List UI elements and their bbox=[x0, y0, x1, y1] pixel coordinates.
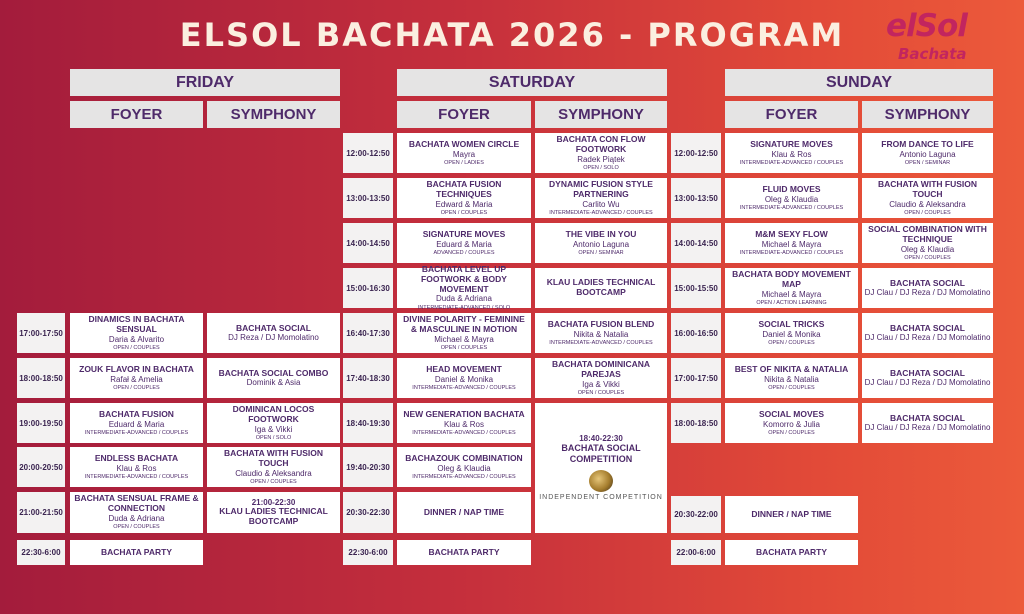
session-instructors: Antonio Laguna bbox=[899, 149, 956, 159]
session-title: SIGNATURE MOVES bbox=[750, 138, 833, 149]
brand-logo bbox=[880, 8, 970, 68]
session-title: DIVINE POLARITY - FEMININE & MASCULINE IN MOTION bbox=[403, 313, 525, 334]
session-cell[interactable] bbox=[862, 133, 993, 173]
session-time: 21:00-22:30 bbox=[251, 498, 296, 508]
session-instructors: Duda & Adriana bbox=[108, 514, 165, 524]
session-level: OPEN / COUPLES bbox=[113, 524, 160, 531]
session-instructors: Klau & Ros bbox=[443, 419, 485, 429]
session-title: BACHATA SOCIAL bbox=[890, 322, 965, 333]
session-title: SOCIAL MOVES bbox=[758, 408, 825, 419]
session-cell[interactable] bbox=[397, 403, 531, 443]
session-title: HEAD MOVEMENT bbox=[426, 363, 502, 374]
session-level: OPEN / COUPLES bbox=[113, 344, 160, 351]
session-cell[interactable] bbox=[535, 223, 667, 263]
session-title: M&M SEXY FLOW bbox=[755, 228, 828, 239]
session-title: BACHATA SOCIAL COMPETITION bbox=[561, 443, 641, 464]
venue-header-symphony: SYMPHONY bbox=[535, 101, 667, 128]
session-cell[interactable] bbox=[207, 403, 340, 443]
session-instructors: Michael & Mayra bbox=[434, 334, 494, 344]
session-level: OPEN / COUPLES bbox=[113, 384, 160, 391]
session-instructors: Iga & Vikki bbox=[582, 379, 620, 389]
session-instructors: Daniel & Monika bbox=[762, 329, 821, 339]
session-level: OPEN / COUPLES bbox=[768, 429, 815, 436]
session-instructors: Radek Piątek bbox=[577, 154, 625, 164]
session-cell[interactable] bbox=[397, 358, 531, 398]
session-cell[interactable] bbox=[535, 133, 667, 173]
session-instructors: Oleg & Klaudia bbox=[764, 194, 819, 204]
time-slot: 17:00-17:50 bbox=[671, 358, 721, 398]
session-level: OPEN / COUPLES bbox=[440, 344, 488, 351]
session-level: INTERMEDIATE-ADVANCED / COUPLES bbox=[549, 209, 653, 216]
session-level: OPEN / SOLO bbox=[255, 434, 292, 441]
session-title: KLAU LADIES TECHNICAL BOOTCAMP bbox=[219, 506, 328, 527]
session-cell[interactable] bbox=[725, 178, 858, 218]
session-instructors: Oleg & Klaudia bbox=[900, 244, 955, 254]
session-level: INTERMEDIATE-ADVANCED / COUPLES bbox=[84, 473, 189, 480]
time-slot: 22:00-6:00 bbox=[671, 540, 721, 565]
session-instructors: Claudio & Aleksandra bbox=[235, 468, 312, 478]
session-instructors: Eduard & Maria bbox=[436, 239, 492, 249]
session-title: DINAMICS IN BACHATA SENSUAL bbox=[88, 313, 185, 334]
session-cell[interactable] bbox=[725, 496, 858, 533]
session-level: OPEN / SEMINAR bbox=[904, 159, 951, 166]
session-instructors: Komorro & Julia bbox=[763, 419, 820, 429]
session-instructors: DJ Clau / DJ Reza / DJ Momolatino bbox=[864, 333, 991, 343]
session-title: BACHATA LEVEL UP FOOTWORK & BODY MOVEMENT bbox=[421, 264, 507, 294]
session-cell[interactable] bbox=[207, 313, 340, 353]
logo-subtitle: Bachata bbox=[898, 45, 967, 63]
session-instructors: Claudio & Aleksandra bbox=[889, 199, 966, 209]
session-cell[interactable] bbox=[535, 268, 667, 308]
time-slot: 19:00-19:50 bbox=[17, 403, 65, 443]
time-slot: 18:00-18:50 bbox=[671, 403, 721, 443]
day-header-friday: FRIDAY bbox=[70, 69, 340, 96]
time-slot: 22:30-6:00 bbox=[17, 540, 65, 565]
time-slot: 18:00-18:50 bbox=[17, 358, 65, 398]
session-title: DYNAMIC FUSION STYLE PARTNERING bbox=[549, 178, 653, 199]
session-level: OPEN / LADIES bbox=[444, 159, 484, 166]
session-instructors: DJ Reza / DJ Momolatino bbox=[228, 333, 319, 343]
session-cell[interactable] bbox=[70, 358, 203, 398]
session-cell[interactable] bbox=[725, 223, 858, 263]
session-level: OPEN / COUPLES bbox=[904, 209, 951, 216]
session-title: SOCIAL TRICKS bbox=[758, 318, 825, 329]
session-cell[interactable] bbox=[725, 268, 858, 308]
session-instructors: Michael & Mayra bbox=[761, 239, 822, 249]
session-instructors: Nikita & Natalia bbox=[764, 374, 819, 384]
session-cell[interactable] bbox=[207, 447, 340, 487]
session-instructors: Edward & Maria bbox=[435, 199, 493, 209]
session-title: BACHATA PARTY bbox=[428, 546, 500, 557]
session-instructors: DJ Clau / DJ Reza / DJ Momolatino bbox=[864, 423, 991, 433]
time-slot: 14:00-14:50 bbox=[671, 223, 721, 263]
session-title: ZOUK FLAVOR IN BACHATA bbox=[79, 363, 194, 374]
session-level: INTERMEDIATE-ADVANCED / COUPLES bbox=[412, 384, 516, 391]
session-cell[interactable] bbox=[725, 540, 858, 565]
session-level: INTERMEDIATE-ADVANCED / COUPLES bbox=[739, 159, 844, 166]
session-cell[interactable] bbox=[70, 540, 203, 565]
session-title: BACHATA BODY MOVEMENT MAP bbox=[732, 268, 851, 289]
session-level: OPEN / SOLO bbox=[583, 164, 619, 171]
logo-wordmark: elSol bbox=[886, 8, 967, 44]
time-slot: 19:40-20:30 bbox=[343, 447, 393, 487]
time-slot: 21:00-21:50 bbox=[17, 492, 65, 533]
time-slot: 22:30-6:00 bbox=[343, 540, 393, 565]
session-instructors: Carlito Wu bbox=[582, 199, 620, 209]
session-cell[interactable] bbox=[862, 358, 993, 398]
session-title: NEW GENERATION BACHATA bbox=[403, 408, 525, 419]
time-slot: 12:00-12:50 bbox=[343, 133, 393, 173]
session-cell[interactable] bbox=[207, 358, 340, 398]
session-time: 18:40-22:30 bbox=[579, 434, 623, 444]
session-title: BACHATA SOCIAL bbox=[236, 322, 311, 333]
session-instructors: DJ Clau / DJ Reza / DJ Momolatino bbox=[864, 378, 991, 388]
session-level: INTERMEDIATE-ADVANCED / COUPLES bbox=[412, 429, 516, 436]
session-level: INTERMEDIATE-ADVANCED / SOLO bbox=[417, 304, 511, 311]
session-title: BACHATA WITH FUSION TOUCH bbox=[224, 447, 323, 468]
session-level: INTERMEDIATE-ADVANCED / COUPLES bbox=[549, 339, 653, 346]
session-instructors: Mayra bbox=[452, 149, 476, 159]
session-title: BEST OF NIKITA & NATALIA bbox=[734, 363, 849, 374]
session-cell[interactable] bbox=[397, 223, 531, 263]
session-level: OPEN / COUPLES bbox=[904, 254, 951, 261]
session-title: BACHATA SOCIAL bbox=[890, 412, 965, 423]
session-title: BACHATA PARTY bbox=[756, 546, 827, 557]
session-cell[interactable] bbox=[862, 403, 993, 443]
session-level: INTERMEDIATE-ADVANCED / COUPLES bbox=[412, 473, 516, 480]
session-title: BACHATA CON FLOW FOOTWORK bbox=[556, 133, 646, 154]
venue-header-symphony: SYMPHONY bbox=[862, 101, 993, 128]
session-level: OPEN / ACTION LEARNING bbox=[756, 299, 827, 306]
time-slot: 18:40-19:30 bbox=[343, 403, 393, 443]
time-slot: 13:00-13:50 bbox=[343, 178, 393, 218]
session-cell[interactable] bbox=[397, 540, 531, 565]
session-cell[interactable] bbox=[725, 358, 858, 398]
session-instructors: Oleg & Klaudia bbox=[437, 463, 491, 473]
session-title: BACHATA DOMINICANA PAREJAS bbox=[551, 358, 651, 379]
session-level: OPEN / COUPLES bbox=[768, 384, 815, 391]
session-title: DINNER / NAP TIME bbox=[423, 506, 505, 517]
session-title: BACHATA FUSION TECHNIQUES bbox=[426, 178, 502, 199]
session-cell[interactable] bbox=[397, 178, 531, 218]
session-title: DINNER / NAP TIME bbox=[751, 508, 832, 519]
session-level: OPEN / COUPLES bbox=[577, 389, 625, 396]
time-slot: 15:00-15:50 bbox=[671, 268, 721, 308]
session-instructors: DJ Clau / DJ Reza / DJ Momolatino bbox=[864, 288, 991, 298]
time-slot: 12:00-12:50 bbox=[671, 133, 721, 173]
session-title: BACHATA SOCIAL bbox=[890, 367, 965, 378]
session-title: DOMINICAN LOCOS FOOTWORK bbox=[232, 403, 315, 424]
session-cell[interactable] bbox=[397, 313, 531, 353]
session-cell[interactable] bbox=[725, 313, 858, 353]
competition-cell[interactable] bbox=[535, 403, 667, 533]
session-instructors: Iga & Vikki bbox=[254, 424, 293, 434]
day-header-sunday: SUNDAY bbox=[725, 69, 993, 96]
session-title: BACHATA WOMEN CIRCLE bbox=[408, 138, 520, 149]
competition-badge-icon bbox=[589, 470, 613, 492]
session-title: SOCIAL COMBINATION WITH TECHNIQUE bbox=[868, 223, 987, 244]
session-level: INTERMEDIATE-ADVANCED / COUPLES bbox=[84, 429, 189, 436]
session-title: FLUID MOVES bbox=[762, 183, 821, 194]
session-level: OPEN / COUPLES bbox=[440, 209, 488, 216]
session-title: BACHATA SOCIAL COMBO bbox=[218, 367, 329, 378]
session-cell[interactable] bbox=[70, 403, 203, 443]
session-instructors: Klau & Ros bbox=[116, 463, 157, 473]
session-title: KLAU LADIES TECHNICAL BOOTCAMP bbox=[546, 277, 656, 297]
session-level: OPEN / SEMINAR bbox=[578, 249, 624, 256]
session-level: INTERMEDIATE-ADVANCED / COUPLES bbox=[739, 204, 844, 211]
time-slot: 16:40-17:30 bbox=[343, 313, 393, 353]
session-title: BACHATA PARTY bbox=[101, 546, 172, 557]
session-title: BACHATA SOCIAL bbox=[890, 277, 965, 288]
session-cell[interactable] bbox=[725, 133, 858, 173]
session-instructors: Rafał & Amelia bbox=[110, 374, 163, 384]
session-cell[interactable] bbox=[397, 133, 531, 173]
session-cell[interactable] bbox=[70, 492, 203, 533]
session-cell[interactable] bbox=[535, 313, 667, 353]
time-slot: 20:30-22:30 bbox=[343, 492, 393, 533]
session-cell[interactable] bbox=[725, 403, 858, 443]
session-level: OPEN / COUPLES bbox=[768, 339, 815, 346]
time-slot: 20:30-22:00 bbox=[671, 496, 721, 533]
session-title: BACHATA SENSUAL FRAME & CONNECTION bbox=[74, 493, 199, 514]
time-slot: 20:00-20:50 bbox=[17, 447, 65, 487]
session-cell[interactable] bbox=[862, 223, 993, 263]
session-cell[interactable] bbox=[70, 447, 203, 487]
session-title: BACHATA FUSION BLEND bbox=[547, 318, 655, 329]
session-instructors: Dominik & Asia bbox=[246, 378, 301, 388]
session-level: INTERMEDIATE-ADVANCED / COUPLES bbox=[739, 249, 844, 256]
session-cell[interactable] bbox=[70, 313, 203, 353]
venue-header-foyer: FOYER bbox=[397, 101, 531, 128]
session-cell[interactable] bbox=[535, 178, 667, 218]
venue-header-symphony: SYMPHONY bbox=[207, 101, 340, 128]
session-level: ADVANCED / COUPLES bbox=[433, 249, 495, 256]
session-title: FROM DANCE TO LIFE bbox=[881, 138, 974, 149]
session-instructors: Nikita & Natalia bbox=[573, 329, 629, 339]
session-instructors: Duda & Adriana bbox=[435, 294, 493, 304]
session-title: ENDLESS BACHATA bbox=[94, 452, 179, 463]
time-slot: 17:40-18:30 bbox=[343, 358, 393, 398]
page-title: ELSOL BACHATA 2026 - PROGRAM bbox=[179, 16, 845, 54]
session-cell[interactable] bbox=[862, 268, 993, 308]
session-level: OPEN / COUPLES bbox=[250, 478, 297, 485]
time-slot: 13:00-13:50 bbox=[671, 178, 721, 218]
session-cell[interactable] bbox=[397, 492, 531, 533]
session-instructors: Daria & Alvarito bbox=[108, 334, 165, 344]
session-cell[interactable] bbox=[862, 313, 993, 353]
session-cell[interactable] bbox=[207, 492, 340, 533]
day-header-saturday: SATURDAY bbox=[397, 69, 667, 96]
venue-header-foyer: FOYER bbox=[725, 101, 858, 128]
time-slot: 15:00-16:30 bbox=[343, 268, 393, 308]
time-slot: 16:00-16:50 bbox=[671, 313, 721, 353]
session-title: SIGNATURE MOVES bbox=[422, 228, 506, 239]
session-instructors: Eduard & Maria bbox=[108, 419, 165, 429]
session-title: BACHATA FUSION bbox=[99, 408, 174, 419]
time-slot: 17:00-17:50 bbox=[17, 313, 65, 353]
time-slot: 14:00-14:50 bbox=[343, 223, 393, 263]
session-instructors: Daniel & Monika bbox=[434, 374, 494, 384]
session-cell[interactable] bbox=[397, 264, 531, 311]
session-title: BACHATA WITH FUSION TOUCH bbox=[878, 178, 977, 199]
session-instructors: Michael & Mayra bbox=[761, 289, 822, 299]
competition-label: INDEPENDENT COMPETITION bbox=[539, 494, 663, 502]
session-instructors: Antonio Laguna bbox=[572, 239, 630, 249]
session-cell[interactable] bbox=[397, 447, 531, 487]
session-cell[interactable] bbox=[535, 358, 667, 398]
session-title: BACHAZOUK COMBINATION bbox=[405, 452, 523, 463]
session-cell[interactable] bbox=[862, 178, 993, 218]
session-title: THE VIBE IN YOU bbox=[565, 228, 637, 239]
venue-header-foyer: FOYER bbox=[70, 101, 203, 128]
session-instructors: Klau & Ros bbox=[771, 149, 812, 159]
